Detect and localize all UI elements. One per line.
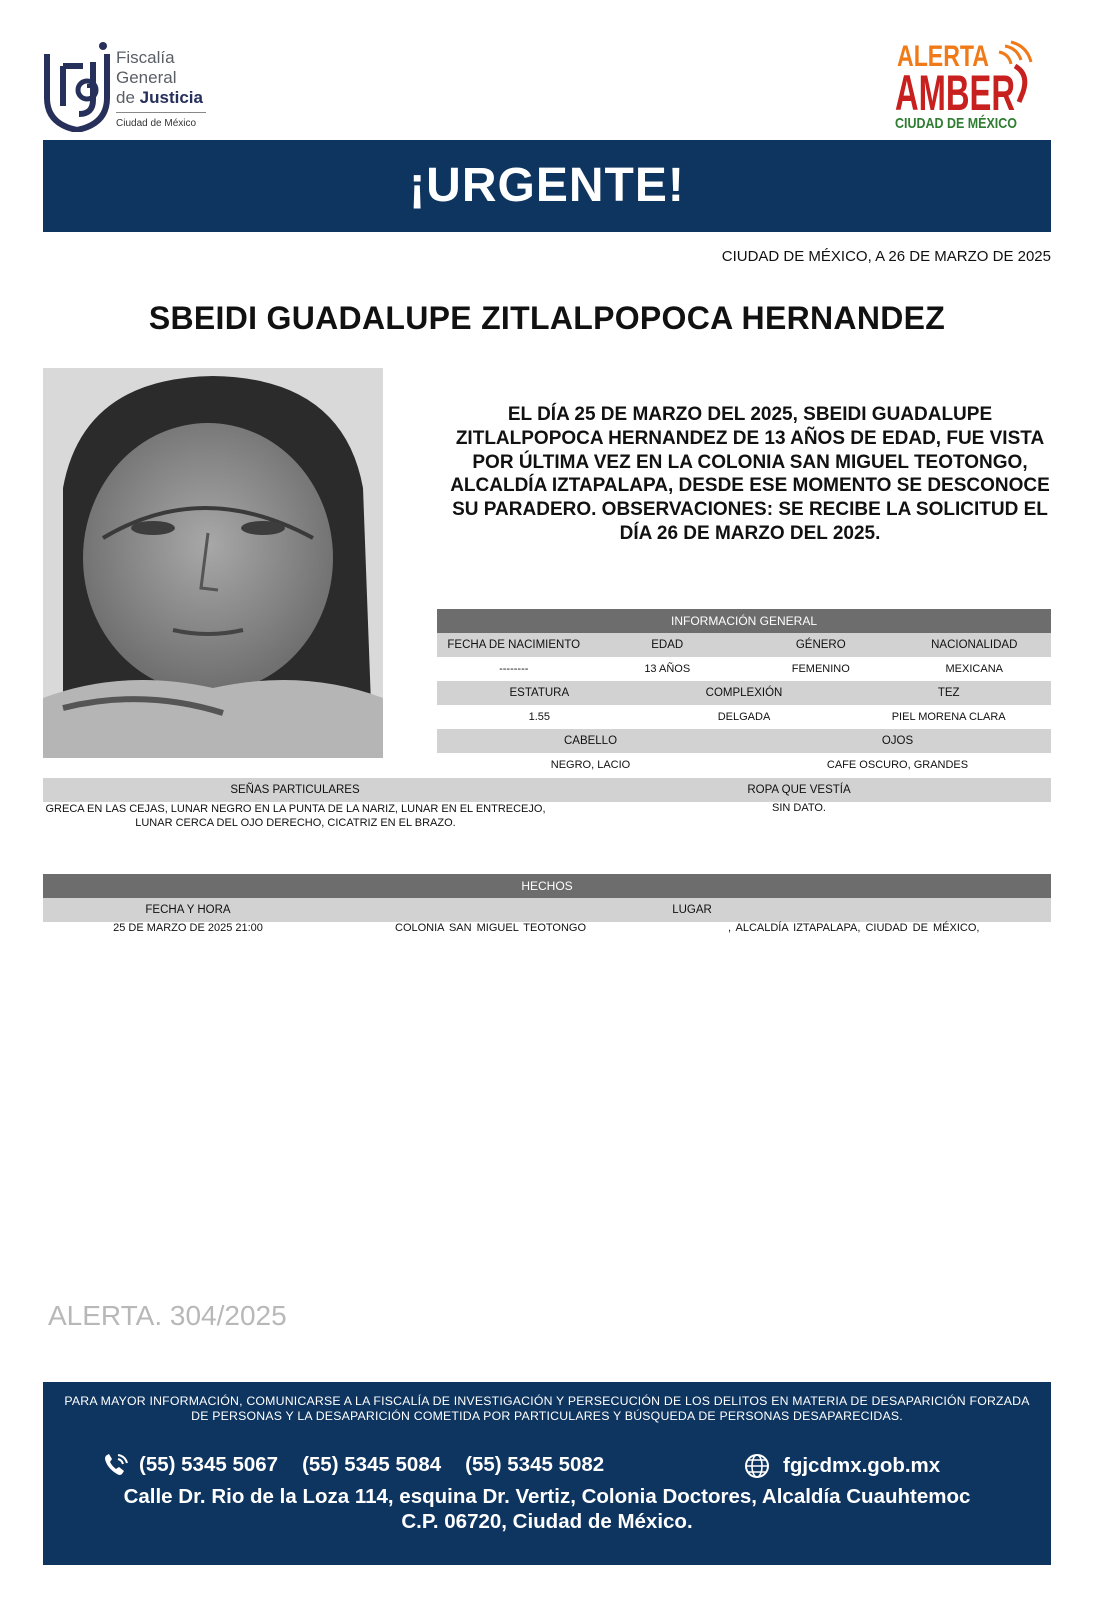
fgj-divider <box>116 112 206 113</box>
phone-1[interactable]: (55) 5345 5067 <box>139 1453 279 1476</box>
lugar-value-part1: COLONIA SAN MIGUEL TEOTONGO <box>395 922 587 934</box>
particulars-headers <box>43 778 1051 802</box>
date-line: CIUDAD DE MÉXICO, A 26 DE MARZO DE 2025 <box>721 248 1051 265</box>
phone-icon <box>103 1452 131 1478</box>
estatura-value: 1.55 <box>528 711 551 723</box>
ojos-label: OJOS <box>881 735 914 747</box>
hechos-title: HECHOS <box>521 879 573 893</box>
edad-value: 13 AÑOS <box>644 663 691 675</box>
contact-footer <box>43 1382 1051 1565</box>
info-row1-values <box>437 657 1051 681</box>
nacionalidad-value: MEXICANA <box>945 663 1003 675</box>
fgj-subtitle: Ciudad de México <box>116 118 197 129</box>
ropa-value: SIN DATO. <box>772 802 826 814</box>
info-row2-headers <box>437 681 1051 705</box>
ojos-value: CAFE OSCURO, GRANDES <box>826 759 969 771</box>
nacionalidad-label: NACIONALIDAD <box>931 639 1018 651</box>
fgj-name <box>116 48 203 108</box>
address-line2: C.P. 06720, Ciudad de México. <box>401 1510 693 1533</box>
genero-label: GÉNERO <box>795 639 846 651</box>
fecha-nacimiento-label: FECHA DE NACIMIENTO <box>447 639 581 651</box>
senas-label: SEÑAS PARTICULARES <box>230 784 360 796</box>
ropa-label: ROPA QUE VESTÍA <box>747 784 851 796</box>
edad-label: EDAD <box>651 639 684 651</box>
globe-icon <box>743 1452 771 1480</box>
tez-value: PIEL MORENA CLARA <box>891 711 1006 723</box>
lugar-label: LUGAR <box>672 904 712 916</box>
senas-value: GRECA EN LAS CEJAS, LUNAR NEGRO EN LA PUNTA DE LA NARIZ, LUNAR EN EL ENTRECEJO, LUNAR CERCA DEL OJO DERECHO, CICATRIZ EN EL BRAZO. <box>45 803 546 829</box>
phone-list <box>103 1452 604 1478</box>
fgj-line2: General <box>116 68 177 87</box>
case-description: EL DÍA 25 DE MARZO DEL 2025, SBEIDI GUADALUPE ZITLALPOPOCA HERNANDEZ DE 13 AÑOS DE EDAD, FUE VISTA POR ÚLTIMA VEZ EN LA COLONIA SAN MIGUEL TEOTONGO, ALCALDÍA IZTAPALAPA, DESDE ESE MOMENTO SE DESCONOCE SU PARADERO. OBSERVACIONES: SE RECIBE LA SOLICITUD EL DÍA 26 DE MARZO DEL 2025. <box>450 404 1050 544</box>
website <box>743 1452 940 1480</box>
amber-line3: CIUDAD DE MÉXICO <box>895 115 1018 132</box>
website-link[interactable]: fgjcdmx.gob.mx <box>783 1454 941 1477</box>
person-name: SBEIDI GUADALUPE ZITLALPOPOCA HERNANDEZ <box>148 300 946 336</box>
amber-line2: AMBER <box>895 65 1015 121</box>
hechos-header <box>43 874 1051 898</box>
fecha-nacimiento-value: -------- <box>499 663 529 675</box>
tez-label: TEZ <box>937 687 960 699</box>
address-line1: Calle Dr. Rio de la Loza 114, esquina Dr. Vertiz, Colonia Doctores, Alcaldía Cuauhtemoc <box>123 1485 971 1508</box>
info-row3-headers <box>437 729 1051 753</box>
alerta-amber-logo-icon <box>895 38 1040 134</box>
phone-3[interactable]: (55) 5345 5082 <box>465 1453 605 1476</box>
footer-info-text: PARA MAYOR INFORMACIÓN, COMUNICARSE A LA FISCALÍA DE INVESTIGACIÓN Y PERSECUCIÓN DE LOS DELITOS EN MATERIA DE DESAPARICIÓN FORZADA DE PERSONAS Y LA DESAPARICIÓN COMETIDA POR PARTICULARES Y BÚSQUEDA DE PERSONAS DESAPARECIDAS. <box>64 1394 1030 1423</box>
person-photo <box>43 368 383 758</box>
cabello-label: CABELLO <box>563 735 618 747</box>
genero-value: FEMENINO <box>791 663 850 675</box>
phone-2[interactable]: (55) 5345 5084 <box>302 1453 442 1476</box>
info-row1-headers <box>437 633 1051 657</box>
urgent-banner <box>43 140 1051 232</box>
cabello-value: NEGRO, LACIO <box>550 759 631 771</box>
fgj-line1: Fiscalía <box>116 48 175 67</box>
urgent-title: ¡URGENTE! <box>409 159 685 212</box>
fecha-hora-value: 25 DE MARZO DE 2025 21:00 <box>113 922 263 934</box>
amber-line1: ALERTA <box>897 40 989 73</box>
info-row3-values <box>437 753 1051 777</box>
info-general-title: INFORMACIÓN GENERAL <box>670 614 817 628</box>
complexion-label: COMPLEXIÓN <box>705 687 783 699</box>
info-general-header <box>437 609 1051 633</box>
portrait-image-icon <box>43 368 383 758</box>
fgj-line3-prefix: de <box>116 88 135 107</box>
info-row2-values <box>437 705 1051 729</box>
estatura-label: ESTATURA <box>509 687 570 699</box>
hechos-subheaders <box>43 898 1051 922</box>
alert-number: ALERTA. 304/2025 <box>48 1300 287 1331</box>
lugar-value-part2: , ALCALDÍA IZTAPALAPA, CIUDAD DE MÉXICO, <box>728 922 980 934</box>
complexion-value: DELGADA <box>717 711 771 723</box>
fecha-hora-label: FECHA Y HORA <box>145 904 231 916</box>
fgj-line3-bold: Justicia <box>139 88 203 107</box>
